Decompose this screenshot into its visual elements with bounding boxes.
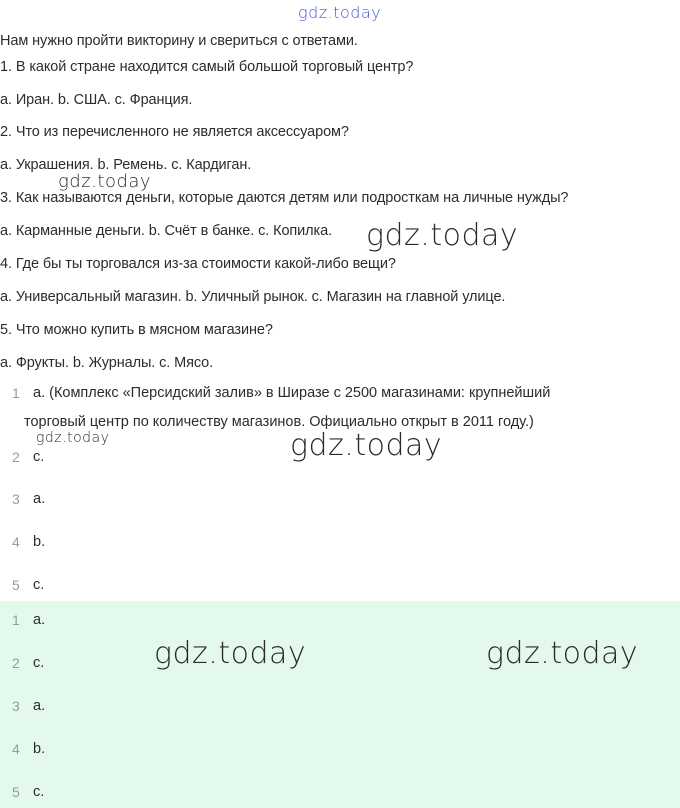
question-1: 1. В какой стране находится самый большой торговый центр? bbox=[0, 59, 414, 75]
answer-number: 4 bbox=[12, 741, 20, 757]
answer-number: 2 bbox=[12, 449, 20, 465]
answer-text: b. bbox=[33, 534, 46, 550]
answer-text: b. bbox=[33, 741, 46, 757]
watermark-small-2: gdz.today bbox=[36, 430, 110, 446]
answers-block-highlighted bbox=[0, 601, 680, 808]
answer-number: 5 bbox=[12, 577, 20, 593]
question-1-options: a. Иран. b. США. c. Франция. bbox=[0, 92, 193, 108]
answer-text: c. bbox=[33, 577, 45, 593]
answer-number: 1 bbox=[12, 385, 20, 401]
answer-text: a. bbox=[33, 491, 46, 507]
question-4: 4. Где бы ты торговался из-за стоимости какой-либо вещи? bbox=[0, 256, 396, 272]
question-5: 5. Что можно купить в мясном магазине? bbox=[0, 322, 273, 338]
answer-text: a. bbox=[33, 698, 46, 714]
answer-number: 3 bbox=[12, 491, 20, 507]
answer-text: a. bbox=[33, 612, 46, 628]
question-4-options: a. Универсальный магазин. b. Уличный рынок. c. Магазин на главной улице. bbox=[0, 289, 506, 305]
answer-number: 3 bbox=[12, 698, 20, 714]
question-2: 2. Что из перечисленного не является аксессуаром? bbox=[0, 124, 349, 140]
watermark-small-1: gdz.today bbox=[58, 171, 152, 192]
question-3-options: a. Карманные деньги. b. Счёт в банке. c. Копилка. bbox=[0, 223, 332, 239]
question-5-options: a. Фрукты. b. Журналы. c. Мясо. bbox=[0, 355, 214, 371]
answer-number: 4 bbox=[12, 534, 20, 550]
answer-number: 2 bbox=[12, 655, 20, 671]
watermark-large-1: gdz.today bbox=[366, 218, 519, 253]
answer-text: торговый центр по количеству магазинов. Официально открыт в 2011 году.) bbox=[24, 414, 534, 430]
answer-text: c. bbox=[33, 655, 45, 671]
watermark-large-3: gdz.today bbox=[154, 636, 307, 671]
answer-number: 5 bbox=[12, 784, 20, 800]
watermark-large-2: gdz.today bbox=[290, 428, 443, 463]
answer-text: a. (Комплекс «Персидский залив» в Ширазе с 2500 магазинами: крупнейший bbox=[33, 385, 551, 401]
answer-number: 1 bbox=[12, 612, 20, 628]
question-3: 3. Как называются деньги, которые даются детям или подросткам на личные нужды? bbox=[0, 190, 569, 206]
watermark-large-4: gdz.today bbox=[486, 636, 639, 671]
answer-text: c. bbox=[33, 784, 45, 800]
answer-text: c. bbox=[33, 449, 45, 465]
intro-text: Нам нужно пройти викторину и свериться с ответами. bbox=[0, 33, 358, 49]
watermark-top: gdz.today bbox=[298, 3, 382, 22]
question-2-options: a. Украшения. b. Ремень. c. Кардиган. bbox=[0, 157, 252, 173]
